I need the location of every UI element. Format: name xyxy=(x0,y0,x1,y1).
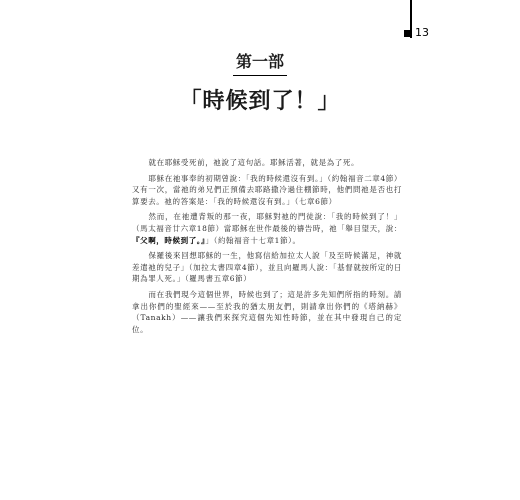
paragraph-3 xyxy=(132,211,402,246)
body-text xyxy=(132,157,402,339)
paragraph-1: 就在耶穌受死前，祂說了這句話。耶穌活著，就是為了死。 xyxy=(148,158,360,167)
part-title-underline xyxy=(233,75,287,76)
paragraph-3-bold-quote: 『父啊，時候到了。』 xyxy=(132,235,206,245)
paragraph-3-text-before: 然而，在祂遭背叛的那一夜，耶穌對祂的門徒說：「我的時候到了！」（馬太福音廿六章18節）當耶穌在世作最後的禱告時，祂「舉目望天，說： xyxy=(132,212,402,233)
page-number: 13 xyxy=(415,26,429,39)
paragraph-3-text-after: 」（約翰福音十七章1節）。 xyxy=(205,235,301,245)
paragraph-4: 保羅後來回想耶穌的一生，他寫信給加拉太人說「及至時候滿足，神就差遣祂的兒子」（加拉太書四章4節），並且向羅馬人說：「基督就按所定的日期為罪人死。」（羅馬書五章6節） xyxy=(132,251,402,284)
chapter-title: 「時候到了！」 xyxy=(179,89,341,114)
paragraph-5: 而在我們現今這個世界，時候也到了；這是許多先知們所指的時刻。請拿出你們的聖經來——至於我的猶太朋友們，則請拿出你們的《塔納赫》（Tanakh）——讓我們來探究這個先知性時節，並在其中發現自己的定位。 xyxy=(132,289,402,334)
paragraph-2: 耶穌在祂事奉的初期曾說：「我的時候還沒有到。」（約翰福音二章4節）又有一次，當祂的弟兄們正預備去耶路撒冷過住棚節時，他們問祂是否也打算要去。祂的答案是：「我的時候還沒有到。」（七章6節） xyxy=(132,173,402,206)
page-marker-square xyxy=(404,30,411,37)
part-title: 第一部 xyxy=(235,52,284,71)
